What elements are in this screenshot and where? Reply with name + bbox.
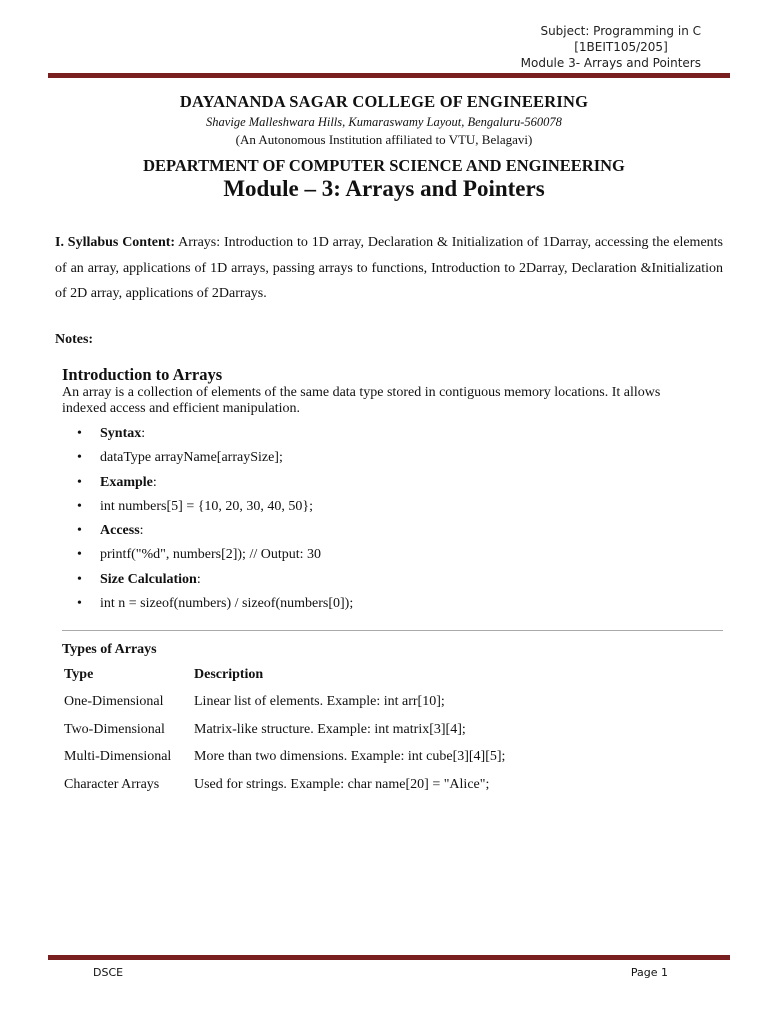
column-header-type: Type: [64, 666, 94, 682]
list-item: • Access:: [77, 523, 144, 539]
college-address: Shavige Malleshwara Hills, Kumaraswamy Layout, Bengaluru-560078: [206, 115, 562, 129]
college-affiliation: (An Autonomous Institution affiliated to VTU, Belagavi): [235, 132, 533, 147]
table-row: [60, 744, 509, 772]
bullet-icon: •: [77, 474, 82, 490]
section-divider: [62, 630, 723, 631]
table-row: [60, 771, 509, 799]
types-table: [60, 661, 509, 799]
array-bullet-list: [62, 426, 353, 620]
footer-institution: DSCE: [93, 966, 124, 979]
types-heading: Types of Arrays: [62, 642, 157, 657]
syllabus-text: Arrays: Introduction to 1D array, Declaration & Initialization of 1Darray, accessing the elements of an array, applications of 1D arrays, passing arrays to functions, Introduction to 2Darray, Declaration &Initialization of 2D array, applications of 2Darrays.: [55, 235, 724, 301]
description-cell: More than two dimensions. Example: int cube[3][4][5];: [194, 749, 506, 765]
description-cell: Matrix-like structure. Example: int matrix[3][4];: [194, 721, 466, 737]
header-course-code: [1BEIT105/205]: [574, 40, 668, 54]
list-item: • printf("%d", numbers[2]); // Output: 30: [77, 547, 322, 563]
column-header-description: Description: [194, 666, 264, 682]
department-title: DEPARTMENT OF COMPUTER SCIENCE AND ENGINEERING: [143, 156, 625, 175]
bullet-icon: •: [77, 523, 82, 539]
intro-body: An array is a collection of elements of the same data type stored in contiguous memory locations. It allows indexed access and efficient manipulation.: [62, 385, 661, 416]
syllabus-label: I. Syllabus Content:: [55, 235, 176, 250]
header-rule: [48, 73, 730, 78]
table-row: [60, 689, 509, 717]
header-module: Module 3- Arrays and Pointers: [520, 56, 701, 70]
type-cell: Two-Dimensional: [64, 721, 165, 737]
header-subject: Subject: Programming in C: [540, 24, 701, 38]
type-cell: One-Dimensional: [64, 694, 164, 710]
footer-rule: [48, 955, 730, 960]
bullet-icon: •: [77, 498, 82, 514]
bullet-icon: •: [77, 450, 82, 466]
list-item: • dataType arrayName[arraySize];: [77, 450, 283, 466]
page-number: Page 1: [630, 966, 668, 979]
table-header-row: [60, 661, 509, 689]
intro-heading: Introduction to Arrays: [62, 365, 223, 384]
running-header: [501, 23, 701, 71]
list-item: • int numbers[5] = {10, 20, 30, 40, 50};: [77, 498, 314, 514]
table-row: [60, 716, 509, 744]
notes-label: Notes:: [55, 332, 94, 347]
list-item: • Syntax:: [77, 426, 146, 441]
bullet-icon: •: [77, 596, 82, 612]
type-cell: Multi-Dimensional: [64, 749, 172, 765]
list-item: • Size Calculation:: [77, 571, 201, 587]
type-cell: Character Arrays: [64, 776, 160, 792]
college-block: [0, 92, 768, 148]
list-item: • Example:: [77, 474, 157, 490]
college-name: DAYANANDA SAGAR COLLEGE OF ENGINEERING: [179, 92, 589, 111]
bullet-icon: •: [77, 426, 82, 441]
module-title: Module – 3: Arrays and Pointers: [223, 176, 545, 201]
syllabus-paragraph: [55, 230, 723, 307]
description-cell: Used for strings. Example: char name[20] = "Alice";: [194, 776, 490, 792]
bullet-icon: •: [77, 547, 82, 563]
description-cell: Linear list of elements. Example: int arr[10];: [194, 694, 445, 710]
list-item: • int n = sizeof(numbers) / sizeof(numbers[0]);: [77, 596, 354, 612]
bullet-icon: •: [77, 571, 82, 587]
